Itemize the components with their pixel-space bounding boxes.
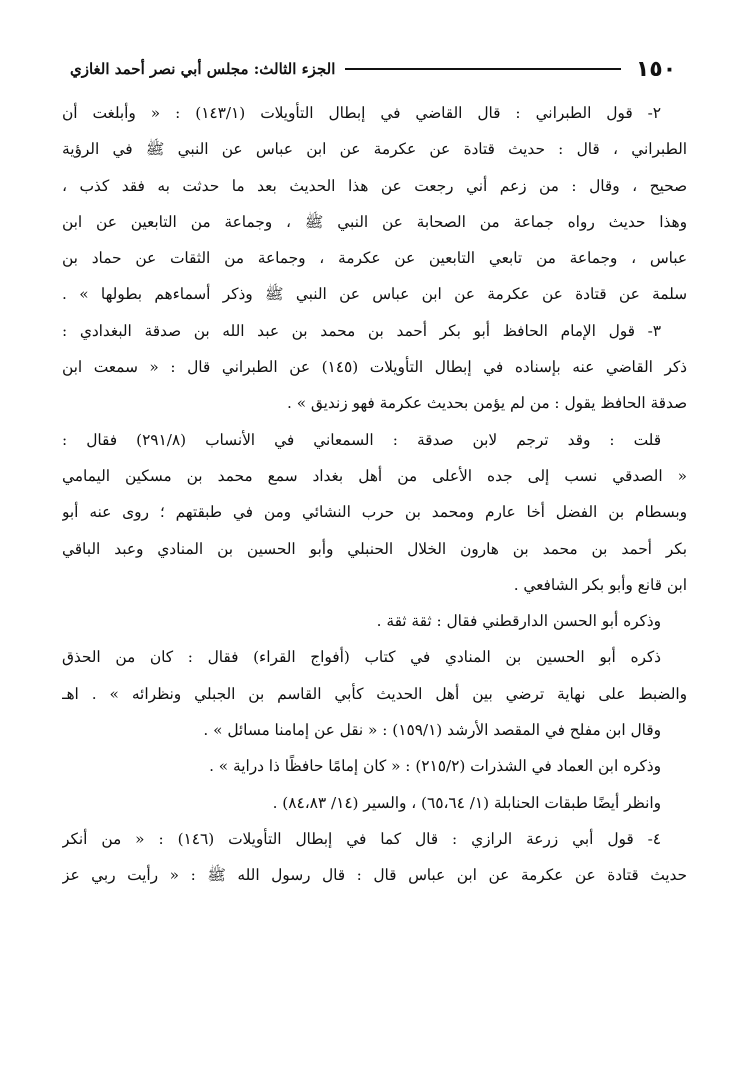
text-line: ذكر القاضي عنه بإسناده في إبطال التأويلات (١٤٥) عن الطبراني قال : « سمعت ابن xyxy=(62,358,687,377)
page-number: ١٥٠ xyxy=(635,56,677,82)
text-line: ٤- قول أبي زرعة الرازي : قال كما في إبطال التأويلات (١٤٦) : « من أنكر xyxy=(62,829,661,848)
text-line: حديث قتادة عن عكرمة عن ابن عباس قال : قال رسول الله ﷺ : « رأيت ربي عز xyxy=(62,866,687,885)
text-line: صحيح ، وقال : من زعم أني رجعت عن هذا الحديث بعد ما حدثت به فقد كذب ، xyxy=(62,176,687,195)
text-line: وذكره ابن العماد في الشذرات (٢١٥/٢) : « كان إمامًا حافظًا ذا دراية » . xyxy=(209,757,661,776)
text-line: ٣- قول الإمام الحافظ أبو بكر أحمد بن محمد بن عبد الله بن صدقة البغدادي : xyxy=(62,321,661,340)
header-rule xyxy=(345,68,621,70)
text-line: ابن قانع وأبو بكر الشافعي . xyxy=(513,575,687,594)
text-line: قلت : وقد ترجم لابن صدقة : السمعاني في الأنساب (٢٩١/٨) فقال : xyxy=(62,430,662,449)
text-line: سلمة عن قتادة عن عكرمة عن ابن عباس عن النبي ﷺ وذكر أسماءهم بطولها » . xyxy=(62,285,687,304)
running-head: الجزء الثالث: مجلس أبي نصر أحمد الغازي xyxy=(70,60,336,78)
text-line: عباس ، وجماعة من تابعي التابعين عن عكرمة ، وجماعة من الثقات عن حماد بن xyxy=(62,249,687,268)
body-text xyxy=(62,95,687,894)
text-line: الطبراني ، قال : حديث قتادة عن عكرمة عن ابن عباس عن النبي ﷺ في الرؤية xyxy=(62,140,687,159)
text-line: وهذا حديث رواه جماعة من الصحابة عن النبي ﷺ ، وجماعة من التابعين عن ابن xyxy=(62,212,687,231)
text-line: وانظر أيضًا طبقات الحنابلة (١/ ٦٥،٦٤) ، والسير (١٤/ ٨٤،٨٣) . xyxy=(272,793,661,812)
text-line: ذكره أبو الحسين بن المنادي في كتاب (أفواج القراء) فقال : كان من الحذق xyxy=(62,648,661,667)
text-line: ٢- قول الطبراني : قال القاضي في إبطال التأويلات (١٤٣/١) : « وأبلغت أن xyxy=(62,104,661,122)
text-line: وبسطام بن الفضل أخا عارم ومحمد بن حرب النشائي ومن في طبقتهم ؛ روى عنه أبو xyxy=(62,503,687,522)
text-line: « الصدقي نسب إلى جده الأعلى من أهل بغداد سمع محمد بن مسكين اليمامي xyxy=(62,466,687,485)
text-line: بكر أحمد بن محمد بن هارون الخلال الحنبلي وأبو الحسين بن المنادي وعبد الباقي xyxy=(62,539,687,558)
text-line: والضبط على نهاية ترضي بين أهل الحديث كأبي القاسم بن الجبلي ونظرائه » . اهـ xyxy=(62,684,687,703)
page-header xyxy=(70,52,681,86)
text-line: وذكره أبو الحسن الدارقطني فقال : ثقة ثقة . xyxy=(376,612,661,631)
text-line: وقال ابن مفلح في المقصد الأرشد (١٥٩/١) : « نقل عن إمامنا مسائل » . xyxy=(203,721,661,740)
text-line: صدقة الحافظ يقول : من لم يؤمن بحديث عكرمة فهو زنديق » . xyxy=(286,394,687,413)
